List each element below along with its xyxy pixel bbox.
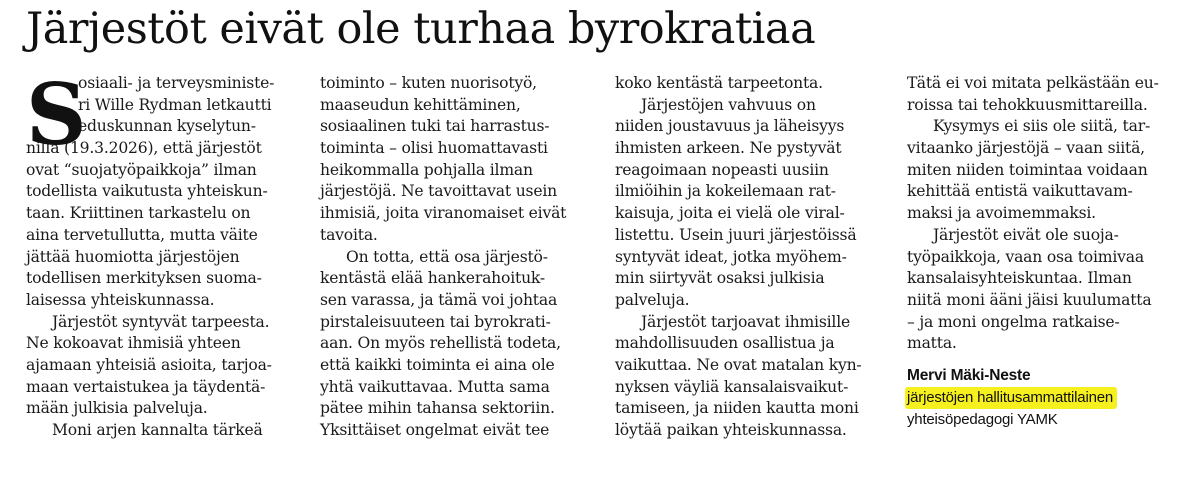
text-line: heikommalla pohjalla ilman	[320, 160, 533, 179]
author-degree: yhteisöpedagogi YAMK	[907, 410, 1058, 428]
text-line: maksi ja avoimemmaksi.	[907, 204, 1096, 223]
text-line: syntyvät ideat, jotka myöhem-	[615, 247, 847, 266]
article-column-3	[615, 73, 895, 442]
text-line: sen varassa, ja tämä voi johtaa	[320, 290, 558, 309]
text-line: nilla (19.3.2026), että järjestöt	[26, 139, 262, 158]
text-line: järjestöjä. Ne tavoittavat usein	[320, 182, 557, 201]
text-line: nyksen väyliä kansalaisvaikut-	[615, 377, 849, 396]
text-line: Kysymys ei siis ole siitä, tar-	[933, 117, 1151, 136]
drop-cap: S	[26, 65, 87, 164]
text-line: taan. Kriittinen tarkastelu on	[26, 204, 251, 223]
text-line: Järjestöt syntyvät tarpeesta.	[52, 312, 270, 331]
text-line: ihmisiä, joita viranomaiset eivät	[320, 204, 567, 223]
text-line: koko kentästä tarpeetonta.	[615, 74, 823, 92]
text-line: toiminta – olisi huomattavasti	[320, 139, 548, 158]
text-line: kaisuja, joita ei vielä ole viral-	[615, 204, 845, 223]
text-line: jättää huomiotta järjestöjen	[26, 247, 240, 266]
text-line: Tätä ei voi mitata pelkästään eu-	[907, 74, 1159, 92]
text-line: tavoita.	[320, 225, 378, 244]
text-line: toiminto – kuten nuorisotyö,	[320, 74, 537, 92]
text-line: Yksittäiset ongelmat eivät tee	[320, 421, 550, 439]
text-line: pirstaleisuuteen tai byrokrati-	[320, 312, 551, 331]
text-line: maaseudun kehittäminen,	[320, 95, 521, 114]
text-line: työpaikkoja, vaan osa toimivaa	[907, 247, 1144, 266]
author-title-highlighted: järjestöjen hallitusammattilainen	[905, 387, 1117, 409]
text-line: pätee mihin tahansa sektoriin.	[320, 399, 555, 418]
text-line: maan vertaistukea ja täydentä-	[26, 377, 266, 396]
text-line: listettu. Usein juuri järjestöissä	[615, 225, 857, 244]
text-line: todellista vaikutusta yhteiskun-	[26, 182, 268, 201]
text-line: kehittää entistä vaikuttavam-	[907, 182, 1133, 201]
text-line: laisessa yhteiskunnassa.	[26, 290, 215, 309]
text-line: eduskunnan kyselytun-	[78, 117, 256, 136]
text-line: reagoimaan nopeasti uusiin	[615, 160, 829, 179]
text-line: että kaikki toiminta ei aina ole	[320, 355, 555, 374]
text-line: tamiseen, ja niiden kautta moni	[615, 399, 859, 418]
author-signature	[907, 365, 1187, 431]
article-column-4	[907, 73, 1187, 431]
text-line: ri Wille Rydman letkautti	[78, 95, 272, 114]
text-line: kentästä elää hankerahoituk-	[320, 269, 545, 288]
text-line: ovat “suojatyöpaikkoja” ilman	[26, 160, 257, 179]
author-name: Mervi Mäki-Neste	[907, 366, 1031, 384]
text-line: aan. On myös rehellistä todeta,	[320, 334, 561, 353]
article-headline: Järjestöt eivät ole turhaa byrokratiaa	[26, 4, 816, 54]
text-line: vaikuttaa. Ne ovat matalan kyn-	[615, 355, 862, 374]
text-line: sosiaalinen tuki tai harrastus-	[320, 117, 550, 136]
text-line: mään julkisia palveluja.	[26, 399, 208, 418]
text-line: löytää paikan yhteiskunnassa.	[615, 421, 847, 439]
text-line: matta.	[907, 334, 957, 353]
text-line: ilmiöihin ja kokeilemaan rat-	[615, 182, 836, 201]
text-line: kansalaisyhteiskuntaa. Ilman	[907, 269, 1132, 288]
text-line: Ne kokoavat ihmisiä yhteen	[26, 334, 241, 353]
text-line: aina tervetullutta, mutta väite	[26, 225, 258, 244]
article-column-1	[26, 65, 301, 442]
text-line: Moni arjen kannalta tärkeä	[52, 421, 263, 439]
text-line: miten niiden toimintaa voidaan	[907, 160, 1148, 179]
text-line: Järjestöjen vahvuus on	[641, 95, 816, 114]
text-line: yhtä vaikuttavaa. Mutta sama	[320, 377, 550, 396]
text-line: mahdollisuuden osallistua ja	[615, 334, 835, 353]
text-line: – ja moni ongelma ratkaise-	[907, 312, 1120, 331]
text-line: On totta, että osa järjestö-	[346, 247, 548, 266]
text-line: osiaali- ja terveysministe-	[78, 74, 275, 92]
text-line: ajamaan yhteisiä asioita, tarjoa-	[26, 355, 272, 374]
article-column-2	[320, 73, 595, 442]
text-line: palveluja.	[615, 290, 690, 309]
text-line: roissa tai tehokkuusmittareilla.	[907, 95, 1148, 114]
text-line: niiden joustavuus ja läheisyys	[615, 117, 845, 136]
text-line: vitaanko järjestöjä – vaan siitä,	[907, 139, 1145, 158]
text-line: niitä moni ääni jäisi kuulumatta	[907, 290, 1152, 309]
text-line: Järjestöt tarjoavat ihmisille	[641, 312, 851, 331]
text-line: todellisen merkityksen suoma-	[26, 269, 262, 288]
text-line: Järjestöt eivät ole suoja-	[933, 225, 1119, 244]
text-line: min siirtyvät osaksi julkisia	[615, 269, 825, 288]
text-line: ihmisten arkeen. Ne pystyvät	[615, 139, 842, 158]
